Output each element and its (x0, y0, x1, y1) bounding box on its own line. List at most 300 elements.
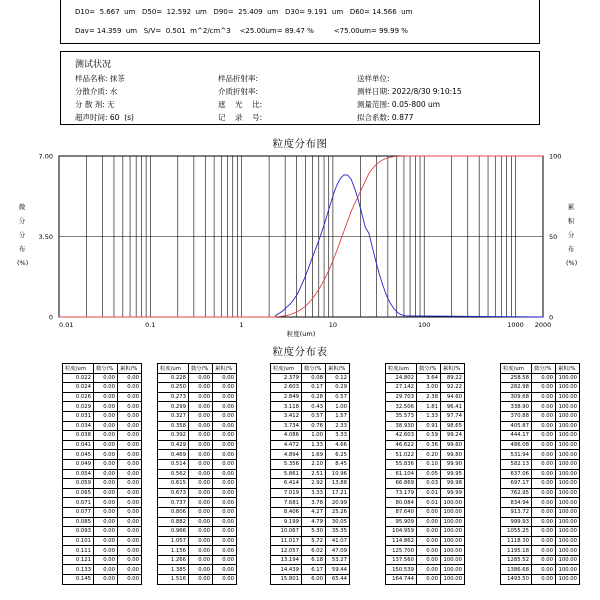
table-cell: 0.00 (417, 527, 441, 537)
table-row (158, 411, 237, 421)
table-row (386, 469, 465, 479)
dispersion-medium: 分散介质: 水 (75, 87, 118, 96)
table-cell: 0.00 (94, 373, 118, 383)
table-cell: 7.019 (271, 488, 302, 498)
table-cell: 282.98 (501, 383, 532, 393)
table-cell: 164.744 (386, 575, 417, 585)
table-cell: 8.45 (326, 459, 350, 469)
table-cell: 1.57 (326, 411, 350, 421)
table-cell: 0.00 (94, 527, 118, 537)
table-row (271, 450, 350, 460)
table-cell: 0.00 (189, 459, 213, 469)
differential-curve (59, 175, 543, 317)
table-cell: 1.00 (326, 402, 350, 412)
table-row (386, 450, 465, 460)
table-cell: 0.562 (158, 469, 189, 479)
table-row (63, 469, 142, 479)
table-cell: 0.806 (158, 507, 189, 517)
table-row (63, 565, 142, 575)
y-left-tick-label: 0 (48, 313, 53, 322)
table-cell: 0.00 (118, 479, 142, 489)
table-cell: 370.88 (501, 411, 532, 421)
table-row (386, 373, 465, 383)
table-cell: 0.093 (63, 527, 94, 537)
table-cell: 100.00 (441, 546, 465, 556)
summary-line-1: D10= 5.667 um D50= 12.592 um D90= 25.409 um D30= 9.191 um D60= 14.566 um (75, 8, 413, 16)
table-cell: 1118.30 (501, 536, 532, 546)
table-header-cell: 粒度/um (63, 364, 94, 374)
table-cell: 0.00 (118, 488, 142, 498)
table-row (501, 383, 580, 393)
table-row (386, 421, 465, 431)
table-row (386, 431, 465, 441)
table-row (158, 469, 237, 479)
table-cell: 100.00 (441, 517, 465, 527)
table-cell: 0.00 (417, 536, 441, 546)
table-cell: 100.00 (556, 383, 580, 393)
table-cell: 27.142 (386, 383, 417, 393)
table-cell: 0.00 (213, 402, 237, 412)
table-cell: 0.00 (532, 402, 556, 412)
table-row (158, 575, 237, 585)
table-cell: 0.00 (94, 575, 118, 585)
table-cell: 0.049 (63, 459, 94, 469)
distribution-table (157, 363, 237, 585)
table-cell: 0.071 (63, 498, 94, 508)
table-row (271, 527, 350, 537)
table-cell: 0.00 (532, 565, 556, 575)
table-title: 粒度分布表 (272, 346, 328, 358)
table-row (501, 450, 580, 460)
table-cell: 0.00 (213, 421, 237, 431)
table-cell: 0.00 (417, 546, 441, 556)
table-header-cell: 微分/% (302, 364, 326, 374)
table-cell: 0.20 (417, 450, 441, 460)
table-cell: 0.00 (213, 565, 237, 575)
table-cell: 98.65 (441, 421, 465, 431)
table-cell: 100.00 (556, 555, 580, 565)
table-cell: 89.22 (441, 373, 465, 383)
table-cell: 0.00 (94, 498, 118, 508)
table-row (271, 469, 350, 479)
table-cell: 0.00 (94, 411, 118, 421)
table-cell: 2.92 (302, 479, 326, 489)
table-cell: 15.801 (271, 575, 302, 585)
table-cell: 9.199 (271, 517, 302, 527)
table-cell: 0.077 (63, 507, 94, 517)
table-cell: 0.00 (213, 431, 237, 441)
table-header-row (63, 364, 142, 374)
table-cell: 14.439 (271, 565, 302, 575)
table-cell: 0.00 (94, 488, 118, 498)
table-row (158, 536, 237, 546)
table-cell: 0.00 (118, 517, 142, 527)
right-axis-char: 分 (567, 231, 575, 239)
table-cell: 99.90 (441, 459, 465, 469)
table-cell: 0.299 (158, 402, 189, 412)
right-axis-char: 布 (567, 245, 575, 253)
table-header-cell: 微分/% (94, 364, 118, 374)
table-cell: 0.00 (94, 402, 118, 412)
table-cell: 100.00 (556, 498, 580, 508)
table-row (386, 392, 465, 402)
obscuration: 遮 光 比: (218, 100, 263, 109)
table-cell: 0.03 (417, 479, 441, 489)
y-left-tick-label: 3.50 (38, 233, 53, 241)
table-cell: 0.00 (94, 392, 118, 402)
table-cell: 97.74 (441, 411, 465, 421)
table-row (386, 507, 465, 517)
table-cell: 0.00 (118, 373, 142, 383)
table-cell: 0.00 (118, 527, 142, 537)
table-cell: 100.00 (556, 411, 580, 421)
table-row (158, 555, 237, 565)
x-tick-label: 1 (239, 321, 244, 329)
table-row (63, 527, 142, 537)
table-cell: 4.894 (271, 450, 302, 460)
table-cell: 1386.68 (501, 565, 532, 575)
table-cell: 0.00 (417, 565, 441, 575)
table-cell: 0.00 (213, 517, 237, 527)
table-cell: 0.57 (302, 411, 326, 421)
table-cell: 0.673 (158, 488, 189, 498)
table-row (63, 517, 142, 527)
table-cell: 6.02 (302, 546, 326, 556)
table-cell: 10.067 (271, 527, 302, 537)
table-cell: 0.00 (118, 383, 142, 393)
table-cell: 92.22 (441, 383, 465, 393)
table-row (386, 565, 465, 575)
table-cell: 0.12 (326, 373, 350, 383)
table-cell: 0.00 (118, 536, 142, 546)
table-cell: 47.09 (326, 546, 350, 556)
table-cell: 582.13 (501, 459, 532, 469)
table-cell: 0.00 (118, 507, 142, 517)
x-axis-label: 粒度(um) (286, 330, 316, 338)
table-cell: 0.00 (213, 555, 237, 565)
table-cell: 0.966 (158, 527, 189, 537)
table-cell: 0.05 (417, 469, 441, 479)
table-cell: 6.25 (326, 450, 350, 460)
table-cell: 100.00 (556, 459, 580, 469)
table-cell: 0.034 (63, 421, 94, 431)
test-date: 测样日期: 2022/8/30 9:10:15 (357, 87, 462, 96)
table-cell: 0.00 (94, 431, 118, 441)
table-cell: 59.44 (326, 565, 350, 575)
table-cell: 100.00 (441, 555, 465, 565)
table-cell: 0.00 (118, 431, 142, 441)
table-row (501, 479, 580, 489)
table-row (271, 392, 350, 402)
table-row (501, 575, 580, 585)
table-cell: 32.506 (386, 402, 417, 412)
table-cell: 0.00 (213, 507, 237, 517)
table-cell: 100.00 (556, 469, 580, 479)
table-cell: 5.30 (302, 527, 326, 537)
table-cell: 99.95 (441, 469, 465, 479)
table-cell: 3.412 (271, 411, 302, 421)
table-cell: 0.29 (326, 383, 350, 393)
table-cell: 100.00 (441, 575, 465, 585)
table-row (158, 488, 237, 498)
table-cell: 100.00 (556, 479, 580, 489)
table-cell: 1.69 (302, 450, 326, 460)
table-cell: 0.00 (189, 411, 213, 421)
table-cell: 13.194 (271, 555, 302, 565)
table-cell: 0.00 (189, 479, 213, 489)
table-cell: 0.00 (213, 383, 237, 393)
table-cell: 0.59 (417, 431, 441, 441)
table-row (271, 402, 350, 412)
table-cell: 0.00 (532, 450, 556, 460)
table-cell: 5.72 (302, 536, 326, 546)
table-header-cell: 微分/% (189, 364, 213, 374)
table-cell: 100.00 (441, 527, 465, 537)
table-cell: 0.358 (158, 421, 189, 431)
table-cell: 100.00 (556, 488, 580, 498)
medium-refractive-index: 介质折射率: (218, 87, 259, 96)
table-row (158, 479, 237, 489)
table-row (158, 507, 237, 517)
table-cell: 0.00 (189, 555, 213, 565)
table-cell: 0.111 (63, 546, 94, 556)
table-cell: 100.00 (556, 575, 580, 585)
table-cell: 6.18 (302, 555, 326, 565)
table-cell: 0.250 (158, 383, 189, 393)
table-cell: 2.10 (302, 459, 326, 469)
table-cell: 1195.18 (501, 546, 532, 556)
table-row (501, 411, 580, 421)
left-axis-char: 分 (18, 217, 26, 225)
table-header-cell: 粒度/um (158, 364, 189, 374)
table-cell: 51.022 (386, 450, 417, 460)
table-cell: 0.00 (118, 440, 142, 450)
table-cell: 0.00 (189, 575, 213, 585)
table-row (63, 498, 142, 508)
table-cell: 0.041 (63, 440, 94, 450)
table-cell: 1.00 (302, 431, 326, 441)
table-cell: 25.26 (326, 507, 350, 517)
table-row (271, 411, 350, 421)
table-row (158, 546, 237, 556)
table-cell: 95.909 (386, 517, 417, 527)
table-cell: 73.179 (386, 488, 417, 498)
table-cell: 6.00 (302, 575, 326, 585)
table-cell: 100.00 (556, 565, 580, 575)
table-row (271, 498, 350, 508)
table-cell: 0.00 (532, 440, 556, 450)
table-cell: 20.99 (326, 498, 350, 508)
table-cell: 10.96 (326, 469, 350, 479)
table-row (63, 479, 142, 489)
table-cell: 0.00 (118, 392, 142, 402)
table-cell: 0.882 (158, 517, 189, 527)
table-cell: 100.00 (556, 431, 580, 441)
right-axis-char: (%) (566, 259, 578, 267)
table-row (501, 459, 580, 469)
table-cell: 0.00 (118, 411, 142, 421)
table-cell: 0.91 (417, 421, 441, 431)
table-row (63, 411, 142, 421)
table-cell: 0.00 (118, 402, 142, 412)
table-cell: 486.08 (501, 440, 532, 450)
table-cell: 0.00 (189, 450, 213, 460)
table-cell: 11.017 (271, 536, 302, 546)
table-cell: 1.81 (417, 402, 441, 412)
table-cell: 0.00 (417, 507, 441, 517)
table-cell: 0.00 (532, 575, 556, 585)
table-cell: 87.640 (386, 507, 417, 517)
table-cell: 0.228 (158, 373, 189, 383)
table-cell: 913.72 (501, 507, 532, 517)
table-row (63, 392, 142, 402)
y-right-tick-label: 100 (549, 152, 562, 161)
table-row (158, 565, 237, 575)
right-axis-char: 积 (567, 217, 575, 225)
table-row (158, 450, 237, 460)
table-cell: 0.029 (63, 402, 94, 412)
table-cell: 0.00 (94, 440, 118, 450)
table-row (501, 555, 580, 565)
table-row (63, 373, 142, 383)
table-row (501, 392, 580, 402)
left-axis-char: 分 (18, 231, 26, 239)
table-row (501, 527, 580, 537)
table-cell: 0.00 (94, 450, 118, 460)
table-cell: 0.038 (63, 431, 94, 441)
table-cell: 0.00 (118, 575, 142, 585)
table-row (63, 488, 142, 498)
dispersant: 分 散 剂: 无 (75, 100, 115, 109)
table-row (63, 402, 142, 412)
table-row (63, 421, 142, 431)
table-cell: 0.024 (63, 383, 94, 393)
table-row (271, 479, 350, 489)
table-cell: 0.43 (302, 402, 326, 412)
table-cell: 0.00 (532, 527, 556, 537)
table-cell: 0.00 (532, 488, 556, 498)
table-row (271, 383, 350, 393)
table-row (158, 392, 237, 402)
table-cell: 100.00 (556, 402, 580, 412)
table-header-row (271, 364, 350, 374)
table-header-cell: 累积/% (441, 364, 465, 374)
table-cell: 1.33 (417, 411, 441, 421)
table-header-cell: 累积/% (326, 364, 350, 374)
table-cell: 0.429 (158, 440, 189, 450)
table-cell: 61.104 (386, 469, 417, 479)
table-cell: 12.057 (271, 546, 302, 556)
table-row (386, 440, 465, 450)
table-cell: 0.00 (94, 479, 118, 489)
table-cell: 0.054 (63, 469, 94, 479)
table-cell: 531.94 (501, 450, 532, 460)
table-row (271, 459, 350, 469)
table-cell: 3.78 (302, 498, 326, 508)
table-cell: 0.00 (94, 469, 118, 479)
table-row (63, 440, 142, 450)
table-row (63, 575, 142, 585)
table-cell: 46.622 (386, 440, 417, 450)
distribution-table (62, 363, 142, 585)
summary-line-2: Dav= 14.359 um S/V= 0.501 m^2/cm^3 <25.00um= 89.47 % <75.00um= 99.99 % (75, 27, 408, 35)
table-cell: 0.00 (213, 488, 237, 498)
table-cell: 0.392 (158, 431, 189, 441)
table-cell: 0.00 (532, 421, 556, 431)
table-cell: 0.031 (63, 411, 94, 421)
table-row (271, 421, 350, 431)
table-cell: 0.00 (532, 555, 556, 565)
table-cell: 0.00 (189, 527, 213, 537)
distribution-table (385, 363, 465, 585)
left-axis-char: 布 (18, 245, 26, 253)
table-row (386, 411, 465, 421)
table-cell: 100.00 (556, 507, 580, 517)
table-cell: 100.00 (556, 517, 580, 527)
table-cell: 0.327 (158, 411, 189, 421)
table-row (158, 440, 237, 450)
table-cell: 100.00 (441, 498, 465, 508)
table-row (158, 373, 237, 383)
table-header-row (501, 364, 580, 374)
table-cell: 762.95 (501, 488, 532, 498)
table-cell: 8.406 (271, 507, 302, 517)
table-cell: 309.68 (501, 392, 532, 402)
table-row (63, 536, 142, 546)
table-cell: 0.00 (532, 431, 556, 441)
table-header-cell: 微分/% (532, 364, 556, 374)
table-cell: 0.00 (417, 575, 441, 585)
table-cell: 999.93 (501, 517, 532, 527)
table-cell: 0.00 (189, 498, 213, 508)
table-cell: 0.00 (417, 555, 441, 565)
table-row (386, 479, 465, 489)
table-cell: 1.33 (302, 440, 326, 450)
table-cell: 0.00 (213, 575, 237, 585)
table-cell: 0.00 (189, 392, 213, 402)
table-cell: 80.084 (386, 498, 417, 508)
table-cell: 0.00 (213, 498, 237, 508)
x-tick-label: 10 (328, 321, 338, 329)
table-cell: 7.681 (271, 498, 302, 508)
table-cell: 0.00 (532, 507, 556, 517)
table-cell: 0.08 (302, 373, 326, 383)
table-cell: 0.00 (189, 373, 213, 383)
status-heading: 测试状况 (75, 60, 112, 70)
table-cell: 2.603 (271, 383, 302, 393)
table-cell: 0.00 (94, 536, 118, 546)
table-row (501, 421, 580, 431)
left-axis-char: 微 (18, 203, 26, 211)
table-cell: 0.00 (94, 383, 118, 393)
table-cell: 24.802 (386, 373, 417, 383)
table-cell: 0.00 (532, 517, 556, 527)
table-cell: 0.00 (118, 469, 142, 479)
table-cell: 0.00 (118, 546, 142, 556)
table-cell: 1.385 (158, 565, 189, 575)
table-cell: 100.00 (556, 373, 580, 383)
table-cell: 4.66 (326, 440, 350, 450)
table-cell: 100.00 (556, 546, 580, 556)
table-cell: 99.80 (441, 450, 465, 460)
table-cell: 444.17 (501, 431, 532, 441)
table-cell: 0.145 (63, 575, 94, 585)
table-cell: 0.36 (417, 440, 441, 450)
table-cell: 100.00 (556, 450, 580, 460)
table-cell: 6.414 (271, 479, 302, 489)
table-header-cell: 累积/% (213, 364, 237, 374)
table-row (501, 507, 580, 517)
